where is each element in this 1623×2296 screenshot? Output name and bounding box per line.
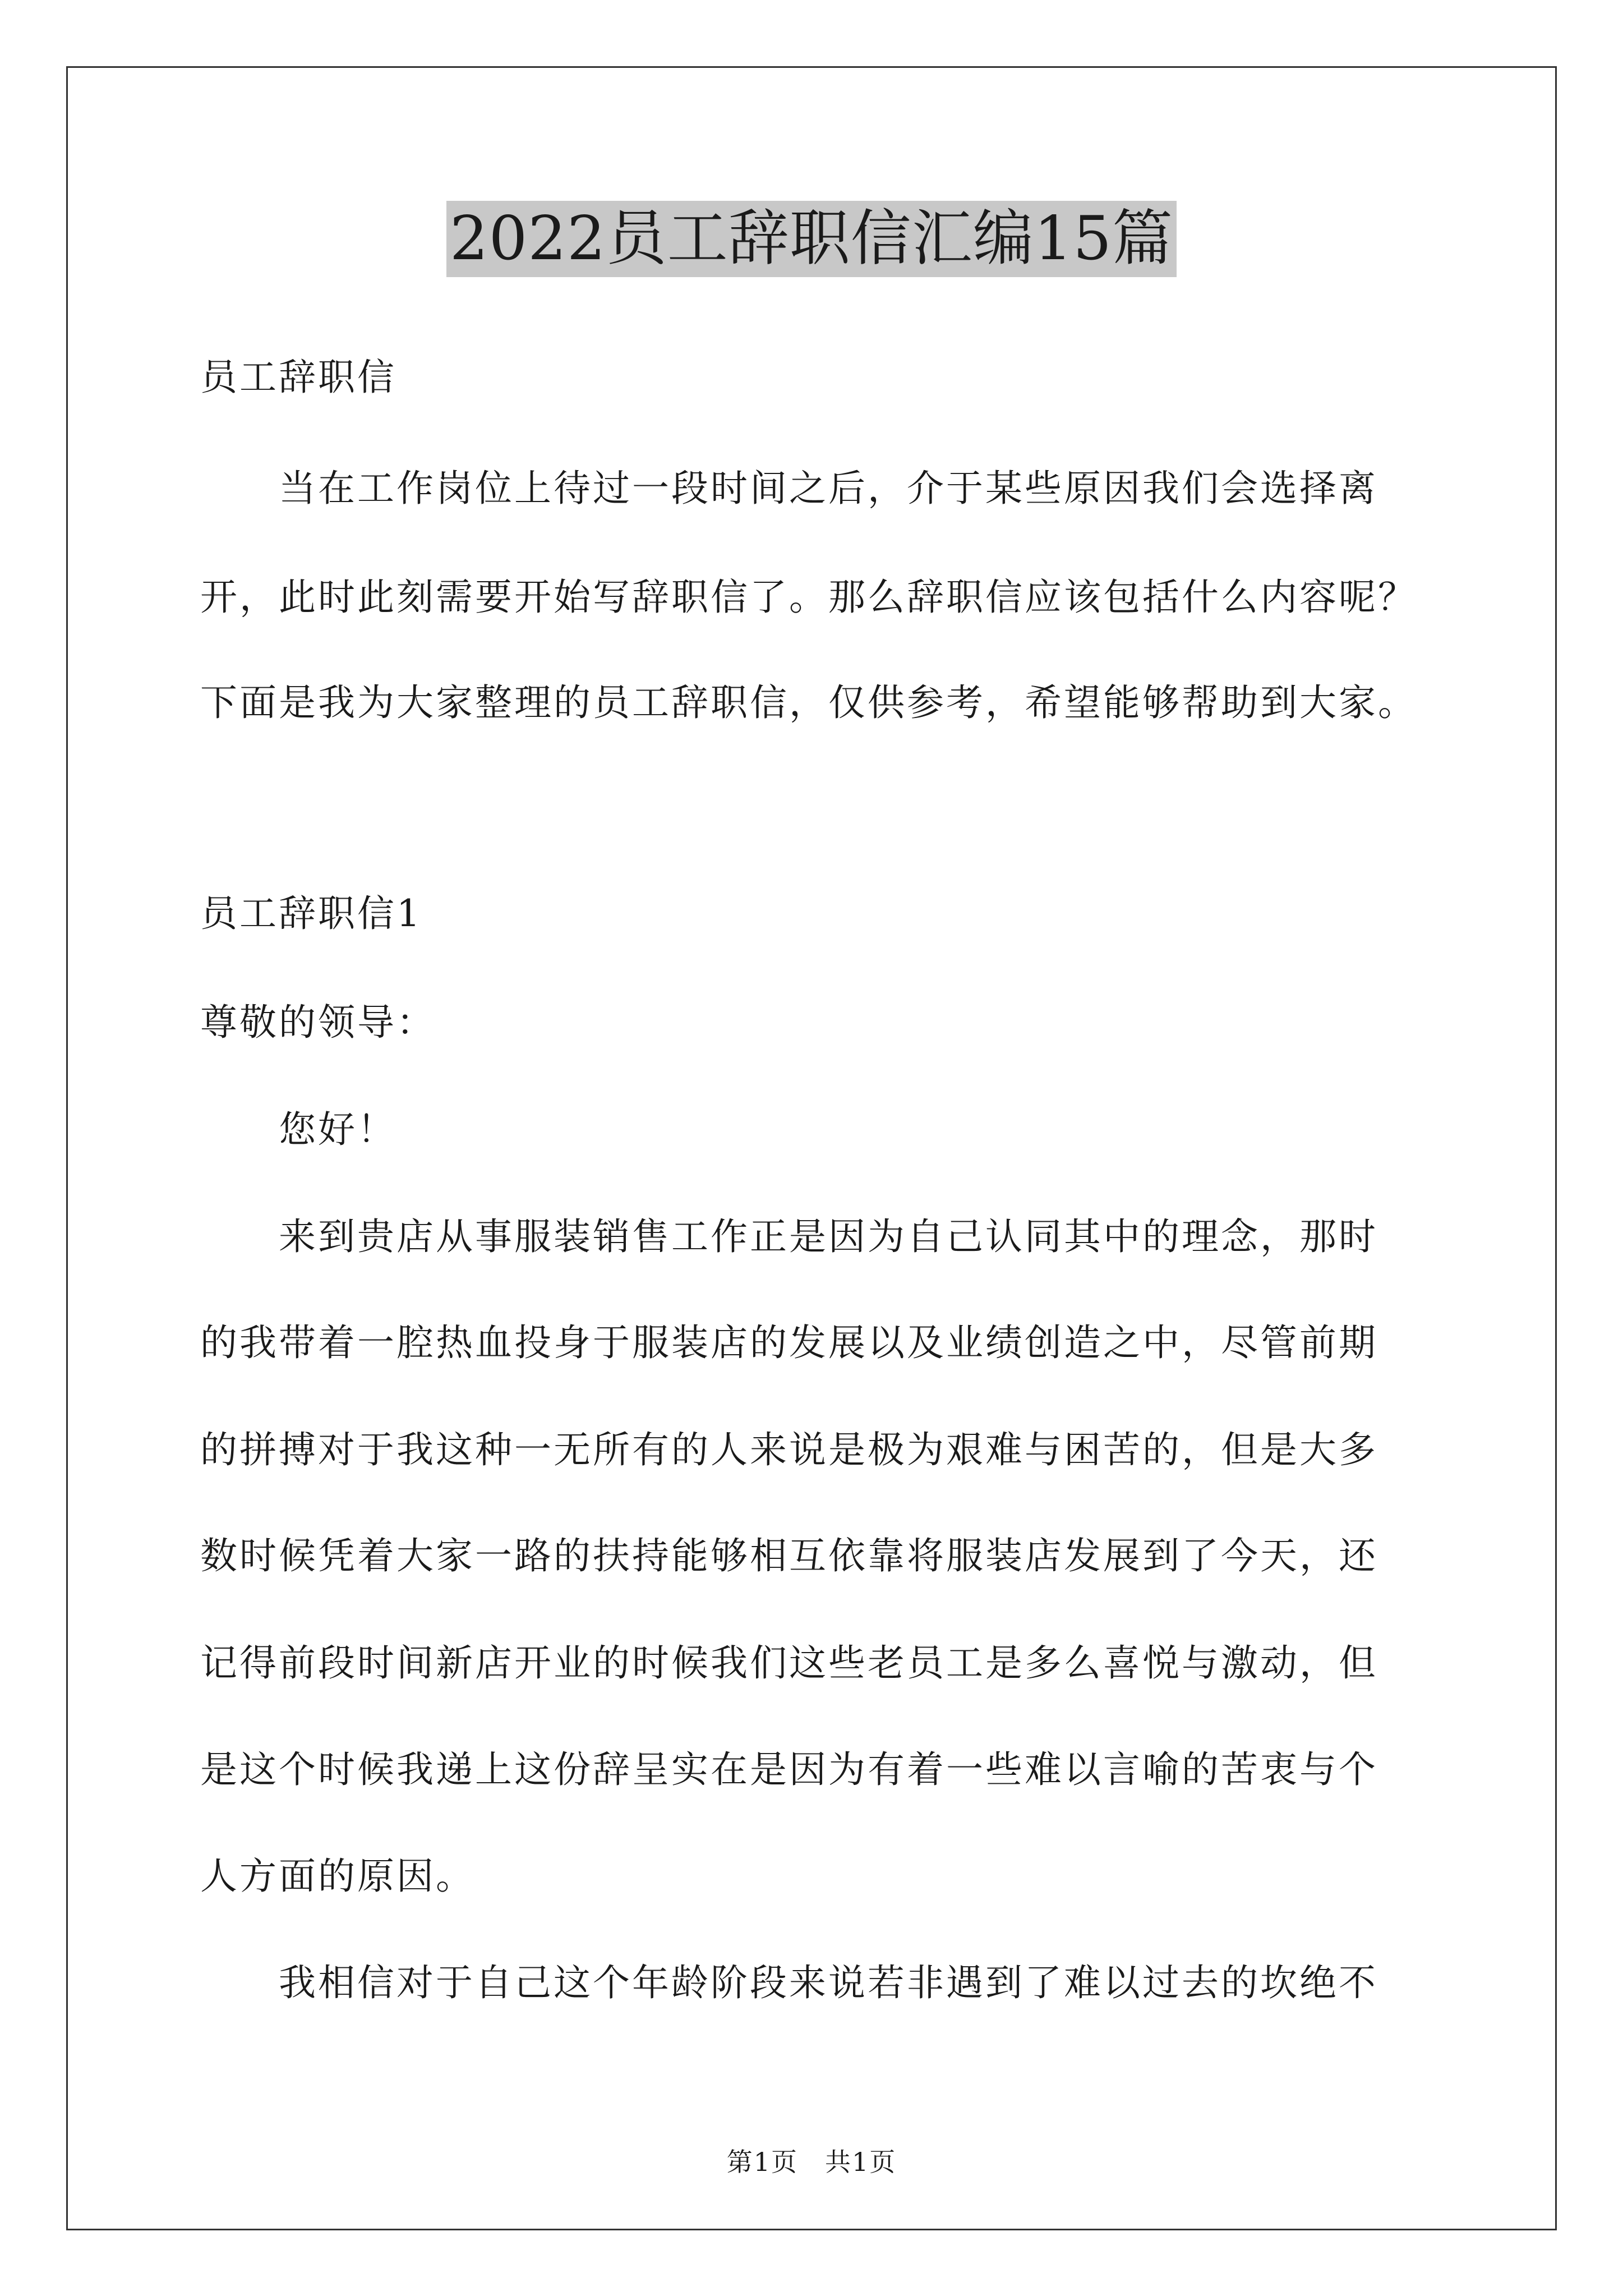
paragraph-line: 下面是我为大家整理的员工辞职信，仅供参考，希望能够帮助到大家。: [200, 681, 1417, 724]
paragraph-line: 我相信对于自己这个年龄阶段来说若非遇到了难以过去的坎绝不: [200, 1961, 1378, 2004]
section-heading: 员工辞职信1: [200, 892, 422, 935]
title-container: [0, 201, 1623, 277]
paragraph-line: 记得前段时间新店开业的时候我们这些老员工是多么喜悦与激动，但: [200, 1641, 1378, 1685]
greeting: 您好！: [200, 1108, 396, 1151]
paragraph-line: 人方面的原因。: [200, 1855, 475, 1898]
paragraph-line: 来到贵店从事服装销售工作正是因为自己认同其中的理念，那时: [200, 1215, 1378, 1258]
page-footer: 第1页 共1页: [726, 2147, 897, 2177]
paragraph-line: 是这个时候我递上这份辞呈实在是因为有着一些难以言喻的苦衷与个: [200, 1748, 1378, 1791]
document-title: 2022员工辞职信汇编15篇: [446, 201, 1177, 277]
paragraph-line: 数时候凭着大家一路的扶持能够相互依靠将服装店发展到了今天，还: [200, 1534, 1378, 1577]
paragraph-line: 的拼搏对于我这种一无所有的人来说是极为艰难与困苦的，但是大多: [200, 1428, 1378, 1471]
paragraph-line: 的我带着一腔热血投身于服装店的发展以及业绩创造之中，尽管前期: [200, 1321, 1378, 1364]
section-heading: 员工辞职信: [200, 356, 396, 399]
paragraph-line: 当在工作岗位上待过一段时间之后，介于某些原因我们会选择离: [200, 467, 1378, 510]
salutation: 尊敬的领导：: [200, 1001, 436, 1044]
paragraph-line: 开，此时此刻需要开始写辞职信了。那么辞职信应该包括什么内容呢？: [200, 576, 1417, 619]
